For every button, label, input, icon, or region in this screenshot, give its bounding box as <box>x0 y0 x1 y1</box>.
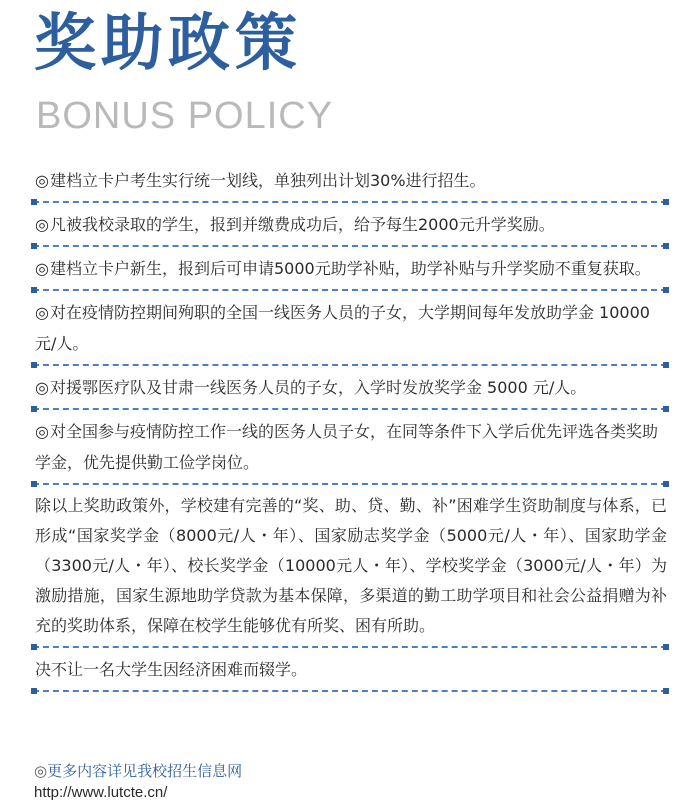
bullet-icon: ◎ <box>35 378 49 397</box>
policy-list <box>33 164 667 697</box>
policy-summary <box>33 490 667 648</box>
bullet-icon: ◎ <box>35 303 49 322</box>
policy-summary-text: 除以上奖助政策外，学校建有完善的“奖、助、贷、勤、补”困难学生资助制度与体系，已形成“国家奖学金（8000元/人・年）、国家励志奖学金（5000元/人・年）、国家助学金（3300元/人・年）、校长奖学金（10000元人・年）、学校奖学金（3000元/人・年）为激励措施，国家生源地助学贷款为基本保障，多渠道的勤工助学项目和社会公益捐赠为补充的奖助体系，保障在校学生能够优有所奖、困有所助。 <box>35 496 667 635</box>
bullet-icon: ◎ <box>35 171 49 190</box>
footer <box>34 760 242 804</box>
policy-item <box>33 415 667 485</box>
policy-item <box>33 296 667 366</box>
policy-item-text: 对全国参与疫情防控工作一线的医务人员子女，在同等条件下入学后优先评选各类奖助学金，优先提供勤工俭学岗位。 <box>35 422 658 472</box>
policy-closing-text: 决不让一名大学生因经济困难而辍学。 <box>35 660 308 679</box>
bullet-icon: ◎ <box>35 422 49 441</box>
bullet-icon: ◎ <box>35 259 49 278</box>
page-title: 奖助政策 <box>34 6 303 79</box>
website-link[interactable]: http://www.lutcte.cn/ <box>34 784 168 801</box>
policy-item-text: 凡被我校录取的学生，报到并缴费成功后，给予每生2000元升学奖励。 <box>49 215 555 234</box>
policy-closing <box>33 653 667 692</box>
bullet-icon: ◎ <box>35 215 49 234</box>
policy-item-text: 建档立卡户新生，报到后可申请5000元助学补贴，助学补贴与升学奖励不重复获取。 <box>49 259 651 278</box>
page-subtitle: BONUS POLICY <box>36 95 334 137</box>
policy-item-text: 建档立卡户考生实行统一划线，单独列出计划30%进行招生。 <box>49 171 486 190</box>
policy-item <box>33 164 667 203</box>
footer-more-info <box>34 760 242 782</box>
policy-item <box>33 371 667 410</box>
bullet-icon: ◎ <box>34 762 48 780</box>
policy-item <box>33 208 667 247</box>
policy-item <box>33 252 667 291</box>
policy-item-text: 对在疫情防控期间殉职的全国一线医务人员的子女，大学期间每年发放助学金 10000 元/人。 <box>35 303 650 353</box>
policy-item-text: 对援鄂医疗队及甘肃一线医务人员的子女，入学时发放奖学金 5000 元/人。 <box>49 378 587 397</box>
more-info-link[interactable]: 更多内容详见我校招生信息网 <box>47 762 243 780</box>
